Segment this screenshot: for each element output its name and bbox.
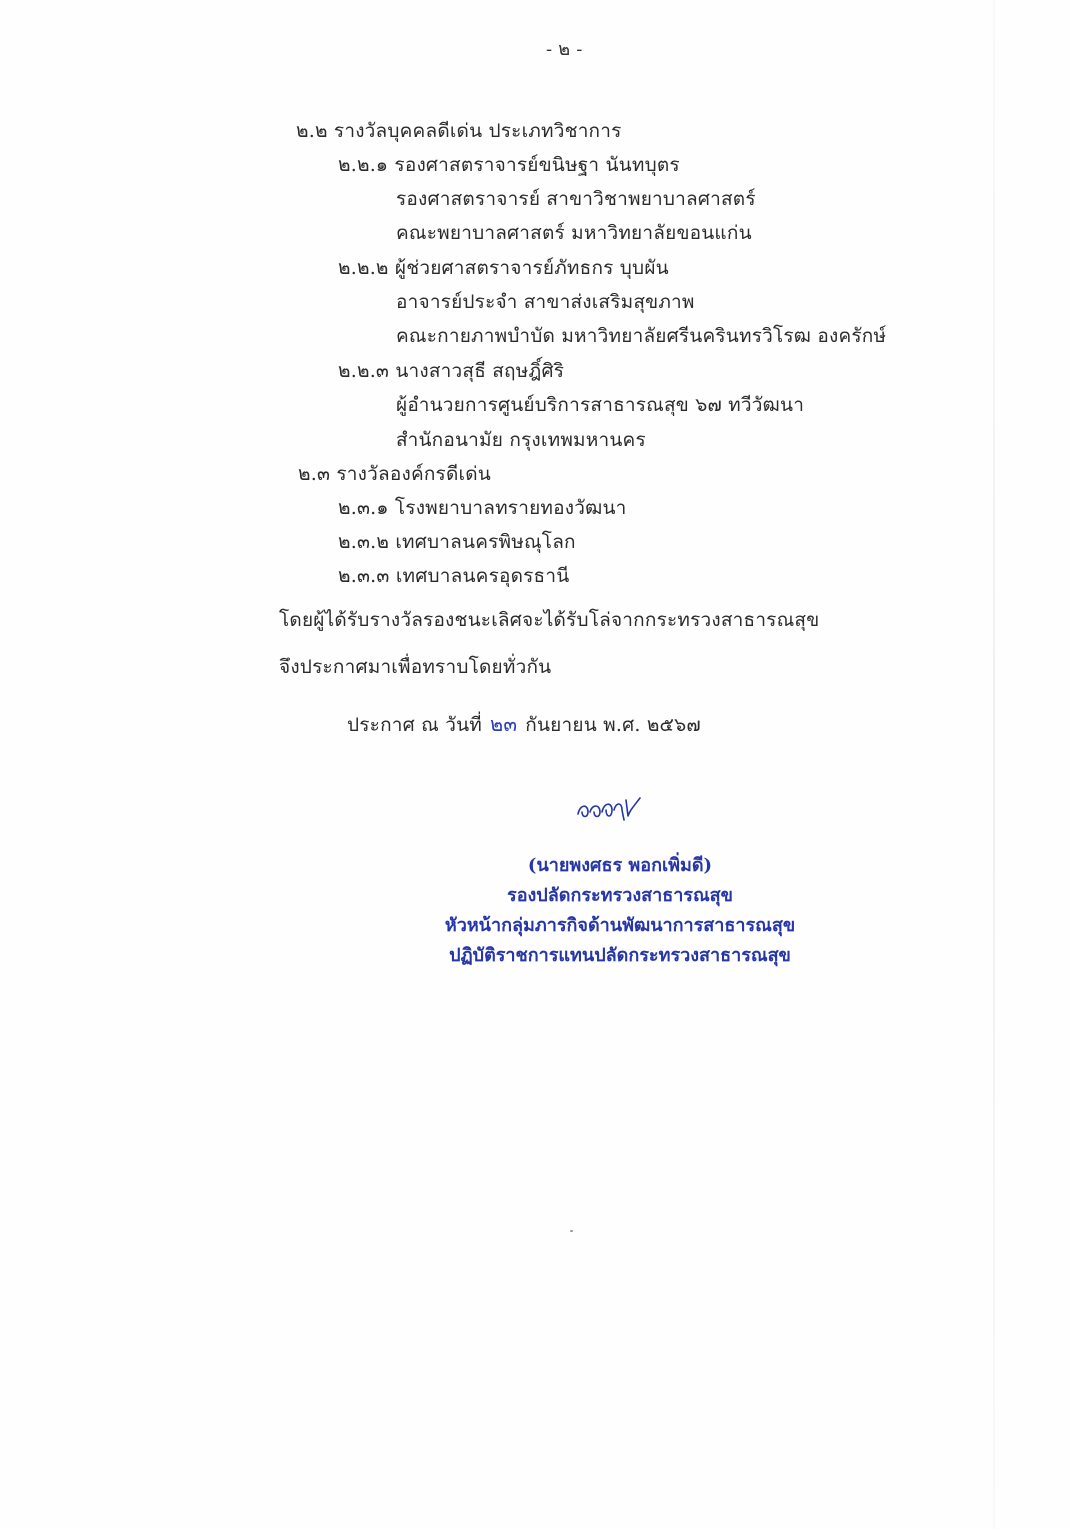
item-2-2-2-name: ๒.๒.๒ ผู้ช่วยศาสตราจารย์ภัทธกร บุบผัน: [338, 257, 669, 279]
date-day: ๒๓: [490, 712, 518, 736]
item-2-3-1: ๒.๓.๑ โรงพยาบาลทรายทองวัฒนา: [338, 497, 627, 519]
scan-speck: [570, 1230, 573, 1232]
item-2-2-3-position: ผู้อำนวยการศูนย์บริการสาธารณสุข ๖๗ ทวีวัฒนา: [396, 394, 805, 416]
scan-edge-line: [993, 0, 995, 1529]
announcement-date: [347, 712, 701, 737]
item-2-3-2: ๒.๓.๒ เทศบาลนครพิษณุโลก: [338, 531, 576, 553]
page-number: - ๒ -: [546, 39, 583, 60]
signatory-title-1: รองปลัดกระทรวงสาธารณสุข: [507, 885, 733, 906]
signatory-title-3: ปฏิบัติราชการแทนปลัดกระทรวงสาธารณสุข: [449, 945, 791, 966]
item-2-2-3-organization: สำนักอนามัย กรุงเทพมหานคร: [396, 429, 646, 451]
item-2-2-2-organization: คณะกายภาพบำบัด มหาวิทยาลัยศรีนครินทรวิโรฒ องครักษ์: [396, 325, 887, 347]
item-2-2-1-name: ๒.๒.๑ รองศาสตราจารย์ขนิษฐา นันทบุตร: [338, 154, 680, 176]
item-2-2-1-position: รองศาสตราจารย์ สาขาวิชาพยาบาลศาสตร์: [396, 188, 756, 210]
item-2-2-1-organization: คณะพยาบาลศาสตร์ มหาวิทยาลัยขอนแก่น: [396, 222, 752, 244]
item-2-2-2-position: อาจารย์ประจำ สาขาส่งเสริมสุขภาพ: [396, 291, 695, 313]
signatory-title-2: หัวหน้ากลุ่มภารกิจด้านพัฒนาการสาธารณสุข: [444, 915, 796, 936]
announcement-line: จึงประกาศมาเพื่อทราบโดยทั่วกัน: [279, 656, 552, 678]
item-2-3-3: ๒.๓.๓ เทศบาลนครอุดรธานี: [338, 565, 570, 587]
handwritten-signature: [574, 792, 646, 828]
section-2-2-heading: ๒.๒ รางวัลบุคคลดีเด่น ประเภทวิชาการ: [296, 120, 622, 142]
signatory-name: (นายพงศธร พอกเพิ่มดี): [527, 855, 713, 876]
date-month-year: กันยายน พ.ศ. ๒๕๖๗: [525, 714, 701, 736]
award-note: โดยผู้ได้รับรางวัลรองชนะเลิศจะได้รับโล่จากกระทรวงสาธารณสุข: [279, 609, 820, 631]
section-2-3-heading: ๒.๓ รางวัลองค์กรดีเด่น: [298, 463, 491, 485]
item-2-2-3-name: ๒.๒.๓ นางสาวสุธี สฤษฎิ์ศิริ: [338, 360, 565, 382]
date-prefix: ประกาศ ณ วันที่: [347, 714, 482, 736]
